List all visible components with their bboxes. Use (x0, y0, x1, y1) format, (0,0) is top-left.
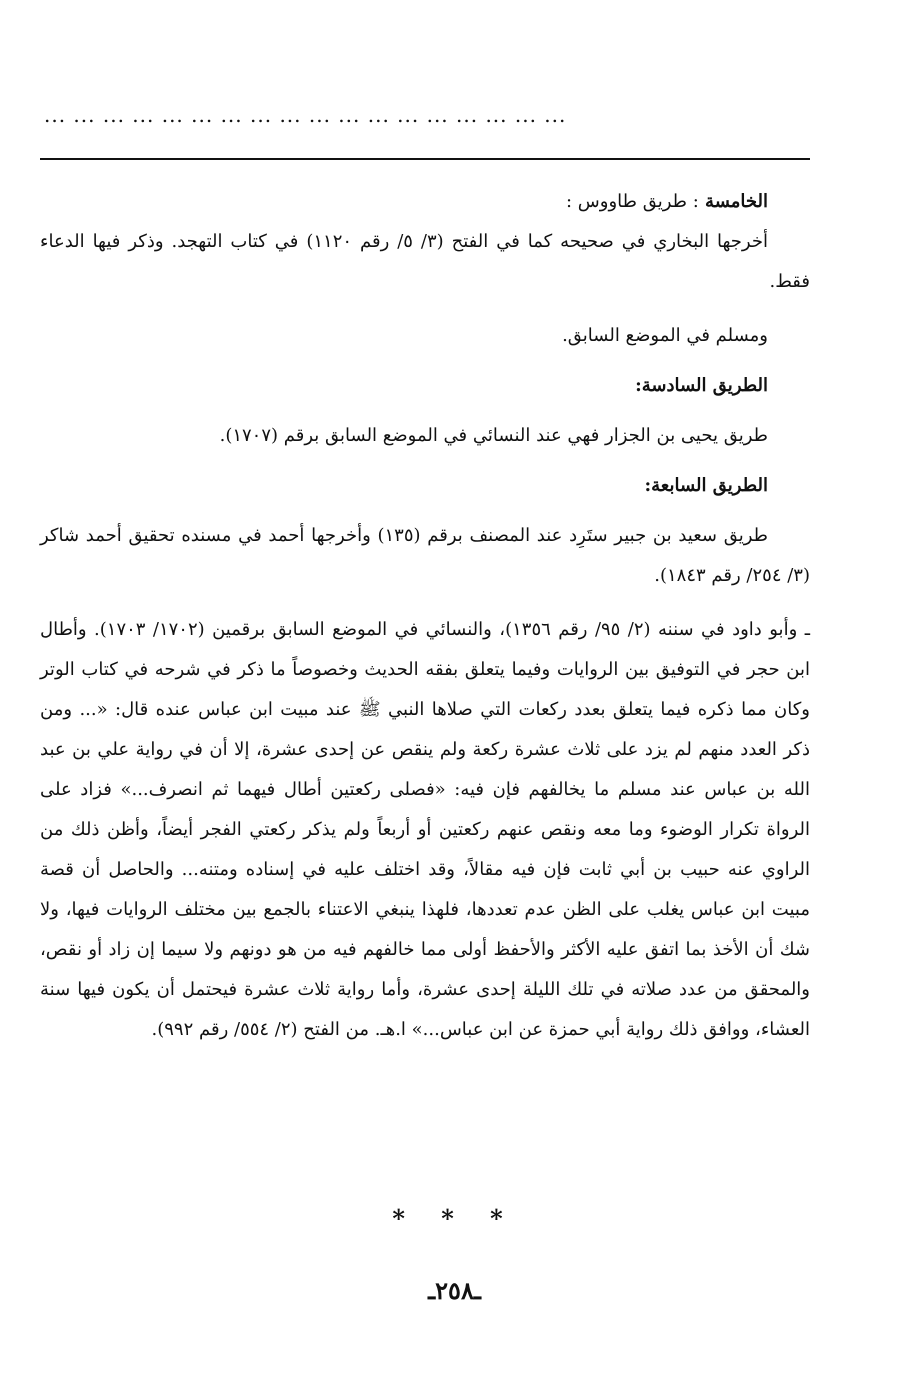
section7-heading: الطريق السابعة: (644, 475, 768, 496)
horizontal-divider (40, 158, 810, 160)
main-text-block (40, 182, 810, 1050)
section7-paragraph-2: ـ وأبو داود في سننه (٢/ ٩٥/ رقم ١٣٥٦)، والنسائي في الموضع السابق برقمين (١٧٠٢/ ١٧٠٣). وأطال ابن حجر في التوفيق بين الروايات وفيما يتعلق بفقه الحديث وخصوصاً ما ذكر في شرحه في كتاب الوتر وكان مما ذكره فيما يتعلق بعدد ركعات التي صلاها النبي ﷺ عند مبيت ابن عباس عنده قال: «... ومن ذكر العدد منهم لم يزد على ثلاث عشرة ركعة ولم ينقص عن إحدى عشرة، إلا أن في رواية علي بن عبد الله بن عباس عند مسلم ما يخالفهم فإن فيه: «فصلى ركعتين أطال فيهما ثم انصرف...» فزاد على الرواة تكرار الوضوء وما معه ونقص عنهم ركعتين أو أربعاً ولم يذكر ركعتي الفجر أيضاً، وأظن ذلك من الراوي عنه حبيب بن أبي ثابت فإن فيه مقالاً، وقد اختلف عليه في إسناده ومتنه... والحاصل أن قصة مبيت ابن عباس يغلب على الظن عدم تعددها، فلهذا ينبغي الاعتناء بالجمع بين مختلف الروايات فيها، ولا شك أن الأخذ بما اتفق عليه الأكثر والأحفظ أولى مما خالفهم فيه من هو دونهم ولا سيما إن زاد أو نقص، والمحقق من عدد صلاته في تلك الليلة إحدى عشرة، وأما رواية ثلاث عشرة فيحتمل أن يكون فيها سنة العشاء، ووافق ذلك رواية أبي حمزة عن ابن عباس...» ا.هـ. من الفتح (٢/ ٥٥٤/ رقم ٩٩٢). (40, 619, 811, 1040)
section5-paragraph-1: أخرجها البخاري في صحيحه كما في الفتح (٣/ ٥/ رقم ١١٢٠) في كتاب التهجد. وذكر فيها الدعاء فقط. (40, 231, 810, 292)
section5-paragraph-2: ومسلم في الموضع السابق. (562, 325, 768, 346)
section6-heading: الطريق السادسة: (635, 375, 768, 396)
section5-title: : طريق طاووس : (566, 191, 699, 212)
section7-paragraph-1: طريق سعيد بن جبير ستَرِد عند المصنف برقم (١٣٥) وأخرجها أحمد في مسنده تحقيق أحمد شاكر (٣/ ٢٥٤/ رقم ١٨٤٣). (40, 525, 810, 586)
top-dotted-line: ... ... ... ... ... ... ... ... ... ... ... ... ... ... ... ... ... ... (44, 103, 567, 127)
section6-paragraph-1: طريق يحيى بن الجزار فهي عند النسائي في الموضع السابق برقم (١٧٠٧). (219, 425, 768, 446)
page-number: ـ٢٥٨ـ (428, 1276, 481, 1305)
section-separator-stars: * * * (392, 1204, 517, 1233)
section5-label: الخامسة (705, 191, 768, 212)
section5-heading (40, 182, 810, 222)
